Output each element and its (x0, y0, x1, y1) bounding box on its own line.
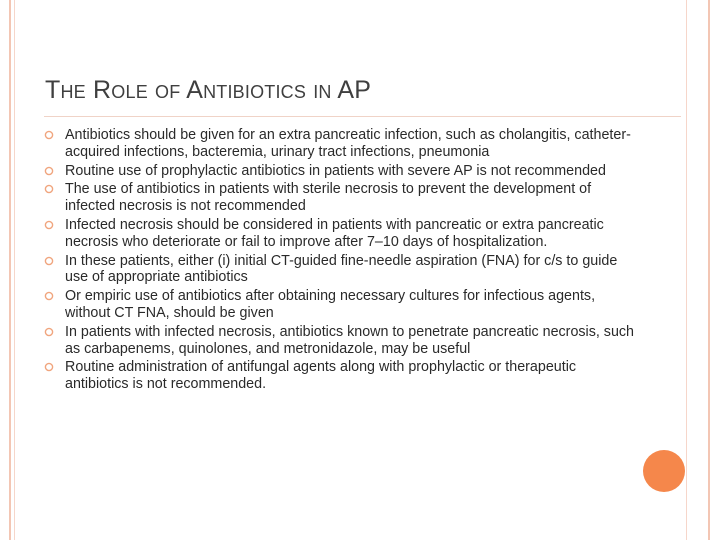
circle-bullet-icon (44, 166, 54, 176)
circle-bullet-icon (44, 130, 54, 140)
bullet-text: In patients with infected necrosis, antibiotics known to penetrate pancreatic necrosis, such as carbapenems, quinolones, and metronidazole, may be useful (65, 323, 635, 357)
slide-title: The Role of Antibiotics in AP (45, 76, 372, 104)
circle-bullet-icon (44, 184, 54, 194)
circle-bullet-icon (44, 362, 54, 372)
bullet-text: Infected necrosis should be considered in patients with pancreatic or extra pancreatic necrosis who deteriorate or fail to improve after 7–10 days of hospitalization. (65, 216, 604, 250)
bullet-text: In these patients, either (i) initial CT-guided fine-needle aspiration (FNA) for c/s to guide use of appropriate antibiotics (65, 252, 618, 286)
bullet-text: The use of antibiotics in patients with sterile necrosis to prevent the development of infected necrosis is not recommended (65, 181, 592, 215)
circle-bullet-icon (44, 220, 54, 230)
bullet-text: Or empiric use of antibiotics after obtaining necessary cultures for infectious agents, without CT FNA, should be given (65, 288, 596, 321)
bullet-item (44, 163, 634, 180)
bullet-text: Routine administration of antifungal agents along with prophylactic or therapeutic antibiotics is not recommended. (65, 359, 577, 393)
bullet-item (44, 127, 634, 161)
decorative-orange-circle (643, 450, 685, 492)
bullet-text: Routine use of prophylactic antibiotics in patients with severe AP is not recommended (65, 162, 606, 179)
bullet-item (44, 359, 634, 393)
circle-bullet-icon (44, 327, 54, 337)
circle-bullet-icon (44, 256, 54, 266)
circle-bullet-icon (44, 291, 54, 301)
bullet-item (44, 181, 634, 215)
bullet-item (44, 253, 634, 287)
bullet-item (44, 288, 634, 322)
title-divider (44, 116, 681, 117)
bullet-text: Antibiotics should be given for an extra pancreatic infection, such as cholangitis, catheter-acquired infections, bacteremia, urinary tract infections, pneumonia (65, 127, 631, 160)
bullet-list (44, 127, 634, 395)
bullet-item (44, 324, 634, 358)
bullet-item (44, 217, 634, 251)
